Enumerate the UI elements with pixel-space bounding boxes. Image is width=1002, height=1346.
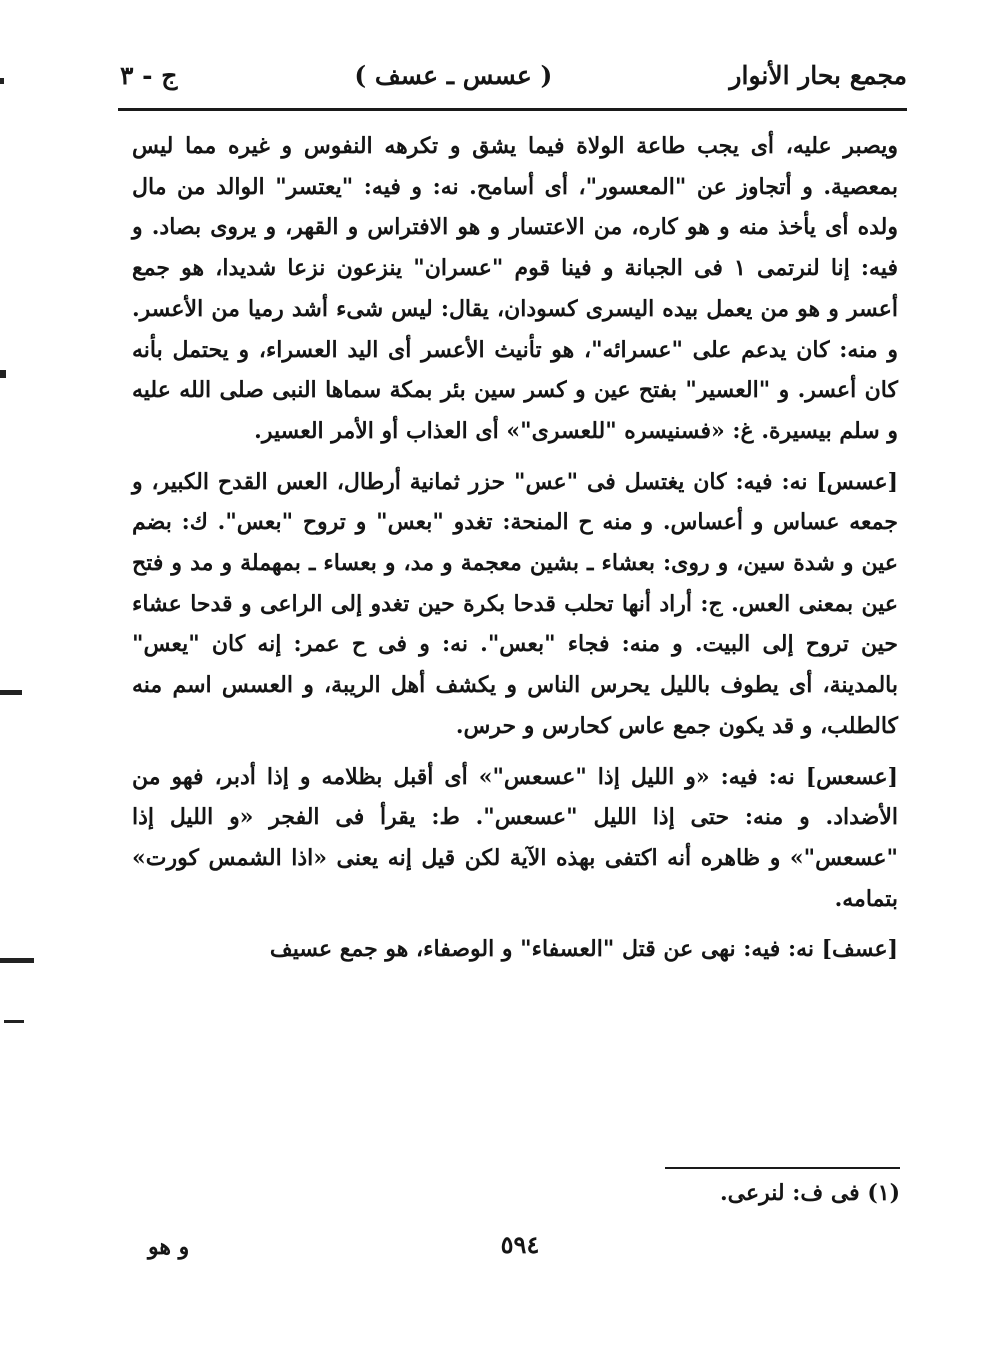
book-title: مجمع بحار الأنوار [729,60,907,90]
footnote-rule [665,1167,900,1169]
paragraph-asr: ويصبر عليه، أى يجب طاعة الولاة فيما يشق و تكرهه النفوس و غيره مما ليس بمعصية. و أتجاوز عن "المعسور"، أى أسامح. نه: و فيه: "يعتسر" الوالد من مال ولده أى يأخذ منه و هو كاره، من الاعتسار و هو الافتراس و القهر، و يروى بصاد. و فيه: إنا لنرتمى ١ فى الجبانة و فينا قوم "عسران" ينزعون نزعا شديدا، هو جمع أعسر و هو من يعمل بيده اليسرى كسودان، يقال: ليس شىء أشد رميا من الأعسر. و منه: كان يدعم على "عسرائه"، هو تأنيث الأعسر أى اليد العسراء، و يحتمل بأنه كان أعسر. و "العسير" بفتح عين و كسر سين بئر بمكة سماها النبى صلى الله عليه و سلم بيسيرة. غ: «فسنيسره "للعسرى"» أى العذاب أو الأمر العسير. [132,133,898,444]
catchword: و هو [148,1234,190,1260]
paragraph-asf: [عسف] نه: فيه: نهى عن قتل "العسفاء" و الوصفاء، هو جمع عسيف [269,936,898,963]
header-rule [118,108,907,111]
paragraph-asas: [عسعس] نه: فيه: «و الليل إذا "عسعس"» أى أقبل بظلامه و إذا أدبر، فهو من الأضداد. و منه: حتى إذا الليل "عسعس". ط: يقرأ فى الفجر «و الليل إذا "عسعس"» و ظاهره أنه اكتفى بهذه الآية لكن قيل إنه يعنى «اذا الشمس كورت» بتمامه. [132,763,898,912]
main-text [132,126,898,970]
scan-speck [0,690,22,695]
scan-speck [0,78,4,84]
scan-speck [0,370,6,378]
page-number: ٥٩٤ [500,1230,540,1259]
scan-speck [4,1020,24,1023]
scan-speck [0,958,34,963]
entry-range: ( عسس ـ عسف ) [354,60,553,90]
volume-label: ج - ٣ [120,60,178,90]
footnote: (١) فى ف: لنرعى. [719,1180,900,1206]
running-header [120,52,907,98]
paragraph-ass: [عسس] نه: فيه: كان يغتسل فى "عس" حزر ثمانية أرطال، العس القدح الكبير، و جمعه عساس و أعساس. و منه ح المنحة: تغدو "بعس" و تروح "بعس". ك: بضم عين و شدة سين، و روى: بعشاء ـ بشين معجمة و مد، و بعساء ـ بمهملة و مد و فتح عين بمعنى العس. ج: أراد أنها تحلب قدحا بكرة حين تغدو إلى الراعى و قدحا عشاء حين تروح إلى البيت. و منه: فجاء "بعس". نه: و فى ح عمر: إنه كان "يعس" بالمدينة، أى يطوف بالليل يحرس الناس و يكشف أهل الريبة، و العسس اسم منه كالطلب، و قد يكون جمع عاس كحارس و حرس. [132,468,898,739]
